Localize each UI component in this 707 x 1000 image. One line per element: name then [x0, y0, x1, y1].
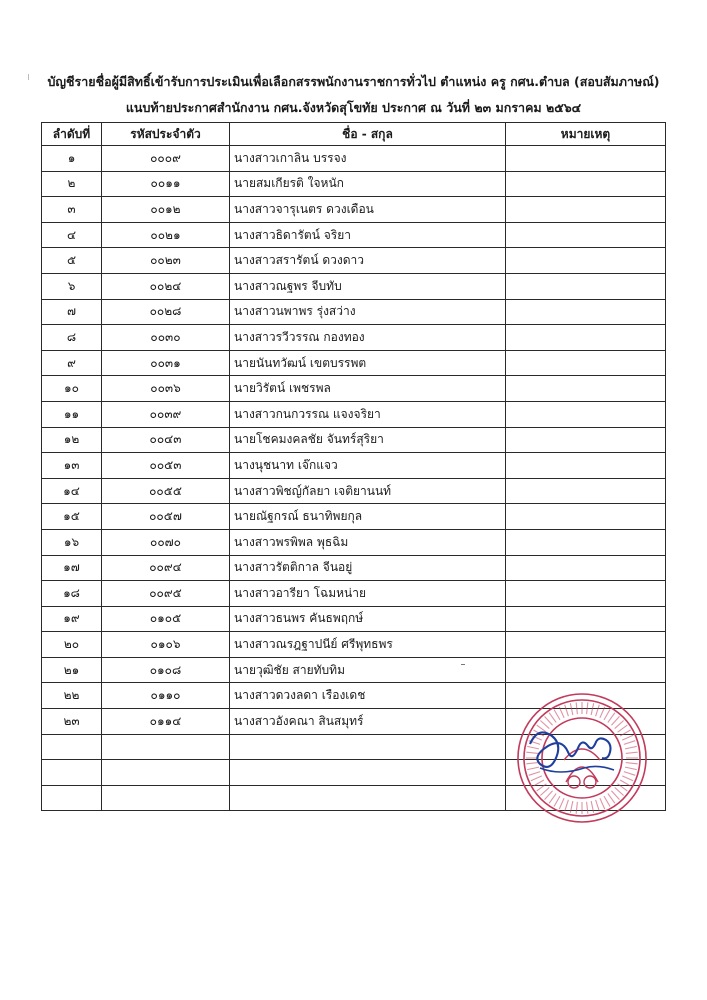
row-name: นางสาวพิชญ์กัลยา เจติยานนท์: [230, 478, 506, 504]
row-note: [506, 171, 666, 197]
table-row: [42, 248, 666, 274]
row-note: [506, 325, 666, 351]
row-seq: ๑๑: [42, 401, 102, 427]
row-code: ๐๐๒๓: [102, 248, 230, 274]
row-seq: ๑๖: [42, 529, 102, 555]
row-name: นางนุชนาท เจ๊กแจว: [230, 453, 506, 479]
row-name: นางสาวพรพิพล พุธฉิม: [230, 529, 506, 555]
row-code: ๐๐๓๙: [102, 401, 230, 427]
row-name: นางสาวอารียา โฉมหน่าย: [230, 581, 506, 607]
table-row: [42, 299, 666, 325]
row-name: นายวิรัตน์ เพชรพล: [230, 376, 506, 402]
row-seq: [42, 734, 102, 760]
table-row: [42, 427, 666, 453]
row-code: ๐๑๐๖: [102, 632, 230, 658]
row-name: [230, 785, 506, 811]
row-seq: ๑๓: [42, 453, 102, 479]
table-row: [42, 222, 666, 248]
table-row: [42, 555, 666, 581]
row-code: ๐๐๒๔: [102, 273, 230, 299]
row-note: [506, 197, 666, 223]
table-row: [42, 401, 666, 427]
row-name: นายวุฒิชัย สายทับทิม: [230, 657, 506, 683]
row-seq: ๒: [42, 171, 102, 197]
row-name: นางสาวกนกวรรณ แจงจริยา: [230, 401, 506, 427]
row-note: [506, 248, 666, 274]
table-row: [42, 581, 666, 607]
row-note: [506, 478, 666, 504]
table-row: [42, 350, 666, 376]
row-name: นางสาวรวีวรรณ กองทอง: [230, 325, 506, 351]
row-name: นางสาวนพาพร รุ่งสว่าง: [230, 299, 506, 325]
table-row: [42, 146, 666, 172]
row-name: นางสาวจารุเนตร ดวงเดือน: [230, 197, 506, 223]
row-seq: ๑๗: [42, 555, 102, 581]
table-row: [42, 171, 666, 197]
row-code: ๐๑๑๐: [102, 683, 230, 709]
row-code: ๐๐๕๓: [102, 453, 230, 479]
row-note: [506, 453, 666, 479]
row-name: [230, 734, 506, 760]
row-seq: ๒๑: [42, 657, 102, 683]
table-row: [42, 453, 666, 479]
row-code: ๐๐๔๓: [102, 427, 230, 453]
row-note: [506, 427, 666, 453]
row-seq: ๒๒: [42, 683, 102, 709]
row-code: ๐๐๗๐: [102, 529, 230, 555]
row-note: [506, 606, 666, 632]
row-seq: ๖: [42, 273, 102, 299]
row-seq: ๑: [42, 146, 102, 172]
row-note: [506, 273, 666, 299]
row-seq: ๑๒: [42, 427, 102, 453]
row-code: ๐๐๙๕: [102, 581, 230, 607]
row-seq: ๒๓: [42, 709, 102, 735]
official-seal-stamp: [514, 690, 650, 826]
row-code: [102, 785, 230, 811]
row-name: นางสาวณฐพร จีบทับ: [230, 273, 506, 299]
row-code: ๐๑๑๔: [102, 709, 230, 735]
table-row: [42, 657, 666, 683]
table-row: [42, 478, 666, 504]
table-row: [42, 376, 666, 402]
row-seq: [42, 785, 102, 811]
row-name: นางสาวสรารัตน์ ดวงดาว: [230, 248, 506, 274]
row-code: ๐๐๐๙: [102, 146, 230, 172]
row-name: นายนันทวัฒน์ เขตบรรพต: [230, 350, 506, 376]
row-seq: ๘: [42, 325, 102, 351]
row-code: ๐๑๐๘: [102, 657, 230, 683]
row-code: [102, 760, 230, 786]
row-seq: ๗: [42, 299, 102, 325]
row-name: [230, 760, 506, 786]
row-code: ๐๐๕๕: [102, 478, 230, 504]
row-seq: ๑๐: [42, 376, 102, 402]
row-code: ๐๑๐๕: [102, 606, 230, 632]
row-note: [506, 504, 666, 530]
header-name: ชื่อ - สกุล: [230, 123, 506, 146]
table-row: [42, 273, 666, 299]
row-code: ๐๐๙๔: [102, 555, 230, 581]
row-seq: ๓: [42, 197, 102, 223]
row-note: [506, 555, 666, 581]
row-name: นายณัฐกรณ์ ธนาทิพยกุล: [230, 504, 506, 530]
row-name: นางสาวรัตติกาล จีนอยู่: [230, 555, 506, 581]
row-note: [506, 146, 666, 172]
row-seq: ๕: [42, 248, 102, 274]
row-note: [506, 401, 666, 427]
row-code: ๐๐๒๘: [102, 299, 230, 325]
row-name: นายสมเกียรติ ใจหนัก: [230, 171, 506, 197]
table-row: [42, 325, 666, 351]
table-row: [42, 504, 666, 530]
row-seq: ๑๕: [42, 504, 102, 530]
row-name: นายโชคมงคลชัย จันทร์สุริยา: [230, 427, 506, 453]
row-note: [506, 632, 666, 658]
header-note: หมายเหตุ: [506, 123, 666, 146]
row-seq: ๒๐: [42, 632, 102, 658]
row-code: ๐๐๒๑: [102, 222, 230, 248]
row-name: นางสาวธนพร คันธพฤกษ์: [230, 606, 506, 632]
header-code: รหัสประจำตัว: [102, 123, 230, 146]
row-seq: ๑๙: [42, 606, 102, 632]
row-name: นางสาวเกาลิน บรรจง: [230, 146, 506, 172]
row-code: ๐๐๓๑: [102, 350, 230, 376]
row-note: [506, 299, 666, 325]
row-note: [506, 376, 666, 402]
row-note: [506, 222, 666, 248]
row-seq: ๑๘: [42, 581, 102, 607]
row-note: [506, 350, 666, 376]
row-seq: ๔: [42, 222, 102, 248]
table-row: [42, 606, 666, 632]
row-seq: [42, 760, 102, 786]
table-row: [42, 632, 666, 658]
row-code: [102, 734, 230, 760]
row-name: นางสาวธิดารัตน์ จริยา: [230, 222, 506, 248]
row-code: ๐๐๓๐: [102, 325, 230, 351]
table-row: [42, 197, 666, 223]
row-name: นางสาวอังคณา สินสมุทร์: [230, 709, 506, 735]
row-note: [506, 657, 666, 683]
stray-mark: [461, 664, 465, 665]
row-name: นางสาวณรฎฐาปนีย์ ศรีพุทธพร: [230, 632, 506, 658]
document-subtitle: แนบท้ายประกาศสำนักงาน กศน.จังหวัดสุโขทัย ประกาศ ณ วันที่ ๒๓ มกราคม ๒๕๖๔: [125, 100, 582, 115]
row-seq: ๙: [42, 350, 102, 376]
row-code: ๐๐๑๒: [102, 197, 230, 223]
document-title: บัญชีรายชื่อผู้มีสิทธิ์เข้ารับการประเมินเพื่อเลือกสรรพนักงานราชการทั่วไป ตำแหน่ง ครู กศน.ตำบล (สอบสัมภาษณ์): [47, 74, 660, 89]
row-note: [506, 581, 666, 607]
row-note: [506, 529, 666, 555]
row-name: นางสาวดวงลดา เรืองเดช: [230, 683, 506, 709]
table-header-row: [42, 123, 666, 146]
header-seq: ลำดับที่: [42, 123, 102, 146]
row-code: ๐๐๑๑: [102, 171, 230, 197]
row-code: ๐๐๕๗: [102, 504, 230, 530]
table-row: [42, 529, 666, 555]
row-code: ๐๐๓๖: [102, 376, 230, 402]
row-seq: ๑๔: [42, 478, 102, 504]
